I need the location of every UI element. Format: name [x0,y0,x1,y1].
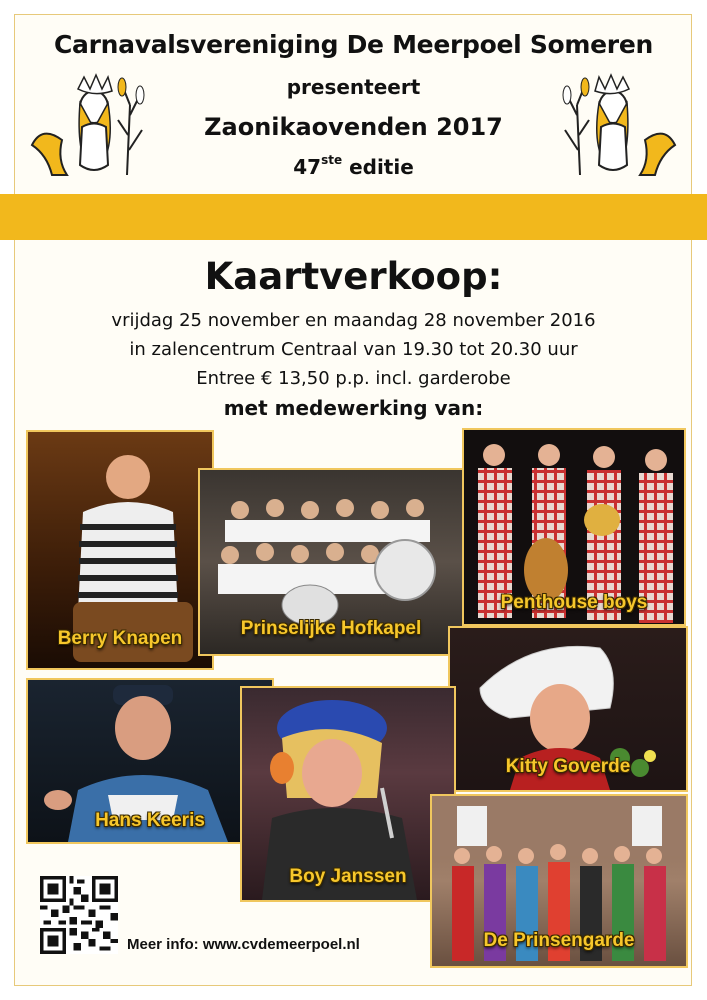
photo-kitty-goverde [448,626,688,792]
cooperation-heading: met medewerking van: [223,396,484,420]
accent-band [0,194,707,240]
edition-line [0,155,707,179]
caption-boy-janssen: Boy Janssen [289,866,407,887]
caption-penthouse-boys: Penthouse boys [500,592,648,613]
caption-hans-keeris: Hans Keeris [95,810,205,831]
qr-code-icon [40,876,118,954]
photo-de-prinsengarde [430,794,688,968]
edition-suffix: ste [321,153,343,168]
caption-prinselijke-hofkapel: Prinselijke Hofkapel [240,618,422,639]
edition-word: editie [349,155,414,179]
caption-kitty-goverde: Kitty Goverde [505,756,631,777]
presents-line: presenteert [286,75,421,99]
photo-boy-janssen [240,686,456,902]
caption-de-prinsengarde: De Prinsengarde [483,930,635,951]
sale-location-time: in zalencentrum Centraal van 19.30 tot 20.30 uur [129,339,578,360]
sale-price: Entree € 13,50 p.p. incl. garderobe [196,368,511,389]
photo-penthouse-boys [462,428,686,626]
organization-title: Carnavalsvereniging De Meerpoel Someren [54,30,653,59]
photo-hans-keeris [26,678,274,844]
photo-prinselijke-hofkapel [198,468,464,656]
ticket-sale-heading: Kaartverkoop: [204,255,503,298]
sale-dates: vrijdag 25 november en maandag 28 november 2016 [111,310,596,331]
edition-number: 47 [293,155,322,179]
photo-berry-knapen [26,430,214,670]
event-title: Zaonikaovenden 2017 [204,113,503,141]
caption-berry-knapen: Berry Knapen [57,628,183,649]
more-info-link[interactable]: Meer info: www.cvdemeerpoel.nl [127,936,360,953]
